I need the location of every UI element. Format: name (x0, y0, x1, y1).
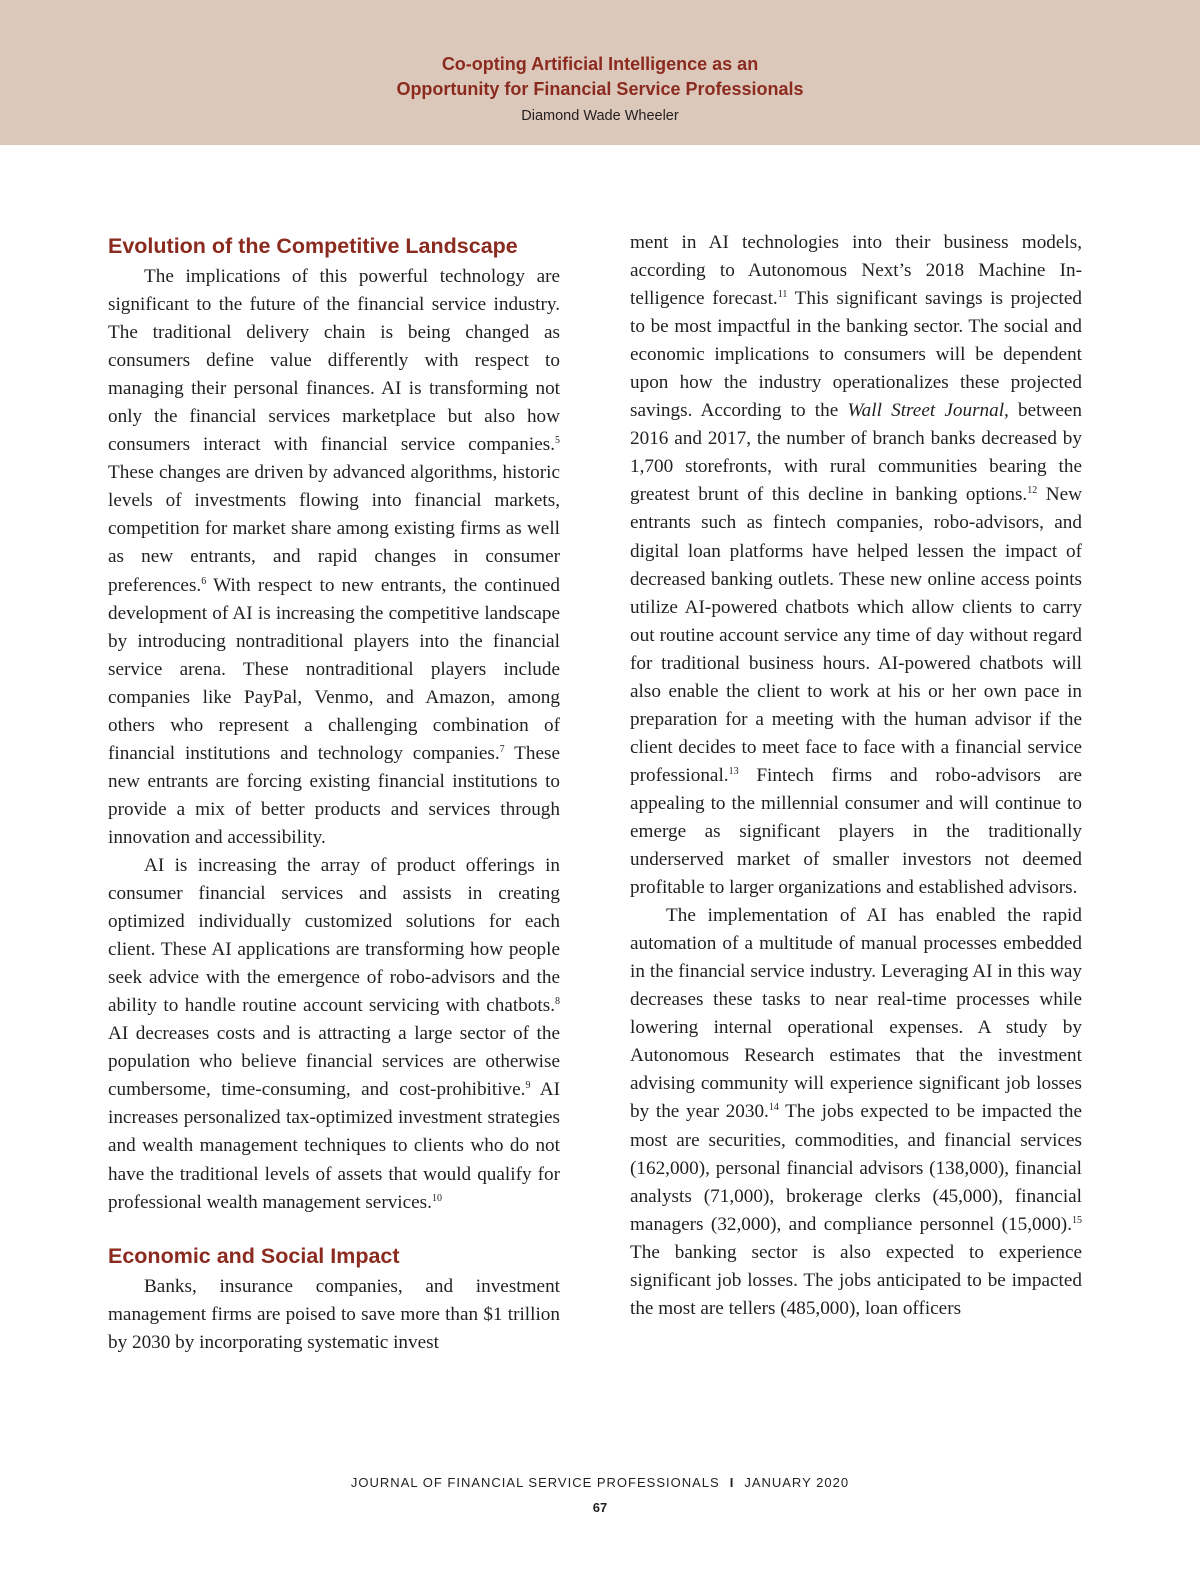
paragraph-text: Banks, insurance companies, and investment management firms are poised to save more than $1 trillion by 2030 by incorporating systematic invest (108, 1275, 560, 1353)
paragraph-text: The jobs expected to be impacted the most are securities, commodities, and financial services (162,000), personal financial advisors (138,000), financial analysts (71,000), brokerage clerks (45,000), financial managers (32,000), and compliance personnel (15,000). (630, 1101, 1082, 1235)
footnote-ref[interactable]: 8 (555, 996, 560, 1008)
journal-name: JOURNAL OF FINANCIAL SERVICE PROFESSIONALS (350, 1475, 720, 1490)
section-heading-economic-social-impact: Economic and Social Impact (108, 1243, 400, 1268)
section-heading-competitive-landscape: Evolution of the Competitive Landscape (108, 234, 518, 258)
footnote-ref[interactable]: 13 (728, 765, 739, 777)
paragraph (630, 229, 1082, 902)
footnote-ref[interactable]: 6 (201, 575, 207, 587)
footnote-ref[interactable]: 5 (555, 435, 560, 447)
footnote-ref[interactable]: 10 (431, 1192, 442, 1204)
paragraph (108, 1273, 560, 1357)
page-number: 67 (592, 1500, 608, 1515)
paragraph-text: AI increases personalized tax-optimized investment strategies and wealth management techniques to clients who do not have the traditional levels of assets that would qualify for professional wealth management services. (108, 1079, 561, 1213)
left-column (108, 229, 560, 1357)
article-title-line-2: Opportunity for Financial Service Professionals (396, 79, 804, 99)
footnote-ref[interactable]: 9 (525, 1080, 531, 1092)
footnote-ref[interactable]: 12 (1027, 485, 1038, 497)
paragraph-text: The implementation of AI has enabled the rapid automation of a multitude of manual processes embedded in the financial service industry. Leveraging AI in this way decreases these tasks to near real-time processes while lowering internal operational expenses. A study by Autonomous Research estimates that the investment advising community will experience significant job losses by the year 2030. (630, 905, 1082, 1123)
footnote-ref[interactable]: 14 (768, 1102, 779, 1114)
footer-separator: I (729, 1475, 735, 1490)
article-title-line-1: Co-opting Artificial Intelligence as an (441, 54, 759, 74)
footer-journal-line (0, 1475, 1200, 1490)
footnote-ref[interactable]: 11 (777, 289, 788, 301)
paragraph-text: New entrants such as fintech companies, robo-advisors, and digital loan platforms have helped lessen the impact of decreased banking outlets. These new online access points utilize AI-powered chatbots which allow clients to carry out routine account service any time of day without regard for traditional business hours. AI-powered chatbots will also enable the client to work at his or her own pace in preparation for a meeting with the human advisor if the client decides to meet face to face with a financial service professional. (630, 484, 1083, 786)
publication-title: Wall Street Journal, (847, 400, 1009, 422)
article-title (0, 52, 1200, 102)
footnote-ref[interactable]: 7 (499, 743, 505, 755)
paragraph-text: between 2016 and 2017, the number of branch banks decreased by 1,700 storefronts, with rural communities bearing the greatest brunt of this decline in banking options. (630, 400, 1082, 506)
paragraph-text: Fintech firms and robo-advisors are appealing to the millennial consumer and will continue to emerge as significant players in the traditionally underserved market of smaller investors not deemed profitable to larger organizations and established advisors. (630, 764, 1082, 899)
paragraph-text: These changes are driven by advanced algorithms, historic levels of investments flowing into financial markets, competition for market share among existing firms as well as new entrants, and rapid changes in consumer preferences. (108, 462, 560, 596)
paragraph-text: These new entrants are forcing existing financial institutions to provide a mix of better products and services through innovation and accessibility. (108, 742, 560, 848)
header-band (0, 0, 1200, 145)
paragraph (630, 902, 1082, 1323)
paragraph (108, 852, 560, 1217)
paragraph-text: This significant savings is projected to be most impactful in the banking sector. The social and economic implications to consumers will be dependent upon how the industry operationalizes these projected savings. According to the (630, 288, 1082, 422)
article-author: Diamond Wade Wheeler (521, 108, 679, 124)
footnote-ref[interactable]: 15 (1072, 1214, 1082, 1226)
right-column (630, 229, 1082, 1323)
paragraph-text: With respect to new entrants, the continued development of AI is increasing the competitive landscape by introducing nontraditional players into the financial service arena. These nontraditional players include companies like PayPal, Venmo, and Amazon, among others who represent a challenging combination of financial institutions and technology companies. (108, 574, 560, 764)
issue-date: JANUARY 2020 (744, 1475, 850, 1490)
paragraph (108, 263, 560, 852)
paragraph-text: AI is increasing the array of product offerings in consumer financial services and assists in creating optimized individually customized solutions for each client. These AI applications are transforming how people seek advice with the emergence of robo-advisors and the ability to handle routine account servicing with chatbots. (108, 854, 560, 1017)
paragraph-text: The implications of this powerful technology are significant to the future of the financial service industry. The traditional delivery chain is being changed as consumers define value differently with respect to managing their personal finances. AI is transforming not only the financial services marketplace but also how consumers interact with financial service companies. (108, 266, 560, 456)
paragraph-text: AI decreases costs and is attracting a large sector of the population who believe financial services are otherwise cumbersome, time-consuming, and cost-prohibitive. (108, 1023, 560, 1101)
paragraph-text: ment in AI technologies into their business models, according to Autonomous Next’s 2018 Machine Intelligence forecast. (630, 232, 1082, 310)
paragraph-text: The banking sector is also expected to experience significant job losses. The jobs anticipated to be impacted the most are tellers (485,000), loan officers (630, 1241, 1082, 1319)
